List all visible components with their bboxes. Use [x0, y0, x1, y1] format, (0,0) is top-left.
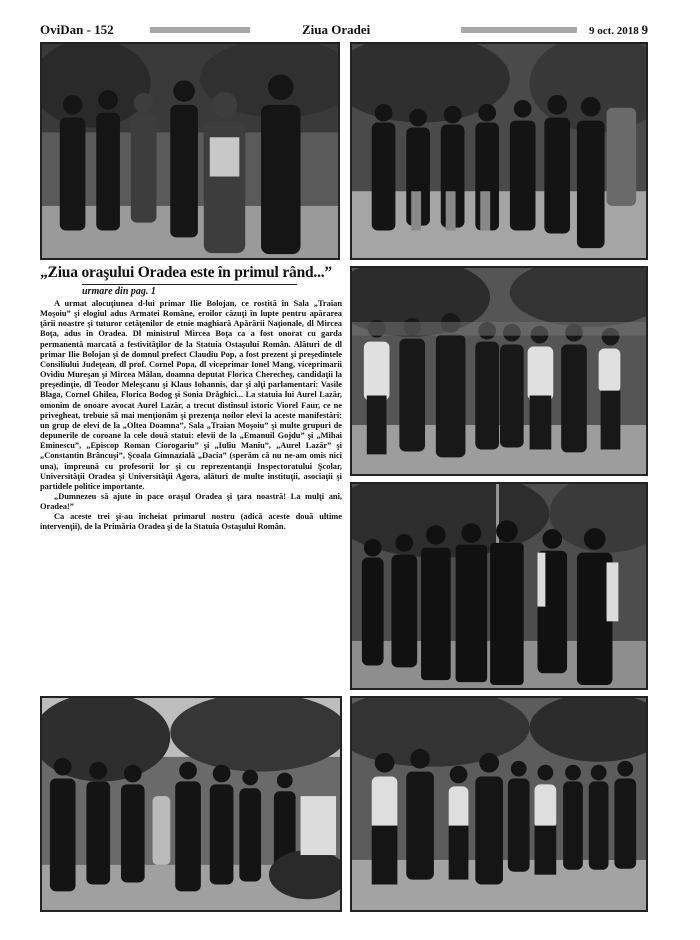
article	[40, 264, 342, 688]
photo-officials	[40, 42, 340, 260]
photo-wreath-ceremony	[40, 696, 342, 912]
page-number: 9	[641, 22, 648, 37]
page-header	[40, 22, 648, 40]
header-rule-left	[150, 27, 250, 33]
photo-students-teachers	[350, 266, 648, 476]
header-rule-right	[461, 27, 577, 33]
section-title: Ziua Oradei	[302, 22, 371, 37]
photo-students-uniform	[350, 42, 648, 260]
continuation-note: urmare din pag. 1	[82, 284, 297, 297]
article-quote: „Dumnezeu să ajute în pace oraşul Oradea şi ţara noastră! La mulţi ani, Oradea!”	[40, 491, 342, 512]
header-date-page	[589, 22, 648, 38]
photo-children-group	[350, 696, 648, 912]
article-title: „Ziua oraşului Oradea este în primul rând...”	[40, 264, 332, 281]
article-paragraph: A urmat alocuţiunea d-lui primar Ilie Bolojan, ce rostită în Sala „Traian Moşoiu” şi elogiul adus Armatei Române, eroilor căzuţi în lupte pentru apărarea ţării noastre şi tuturor cetăţenilor de etnie maghiară Apărării Naţionale, dl Mircea Boţa, adus în Oradea. Dl ministrul Mircea Boţa ca a fost onorat cu garda permanentă marcată a festivităţilor de la Statuia Ostaşului Român. Alături de dl primar Ilie Bolojan şi de domnul prefect Claudiu Pop, a fost prezent şi preşedintele Consiliului Judeţean, dl prof. Cornel Popa, dl viceprimar Ionel Mang, viceprimarii Ovidiu Mureşan şi Mircea Mălan, doamna deputat Florica Cherecheş, candidaţii la preşedinţie, dl Teodor Meleşcanu şi Klaus Iohannis, dar şi alţi parlamentari: Vasile Blaga, Cornel Ghilea, Florica Bodog şi Sonia Drăghici... La statuia lui Aurel Lazăr, omonim de onoare avocat Aurel Lazăr, a trecut distinsul istoric Viorel Faur, ce ne privegheat, trebuie să mai menţionăm şi prezenţa noilor elevi la aceste manifestări: un grup de elevi de la „Oltea Doamna”, Sala „Traian Moşoiu” şi multe grupuri de depunerile de coroane la cele două statui: elevii de la „Emanuil Gojdu” şi „Mihai Eminescu”, „Episcop Roman Ciorogariu” şi „Iuliu Maniu”, „Aurel Lazăr” şi „Constantin Brâncuşi”, Şcoala Gimnazială „Dacia” (sperăm că nu ne-am omis nici una), împreună cu profesorii lor şi cu reprezentanţii Inspectoratului Şcolar, Universităţii Oradea şi Universităţii Agora, alături de multe instituţii, asociaţii şi partidele politice importante.	[40, 299, 342, 491]
article-paragraph: Ca aceste trei şi-au încheiat primarul nostru (adică aceste două ultime intervenţii), de la Primăria Oradea şi de la Statuia Ostaşului Român.	[40, 512, 342, 532]
publication-name: OviDan - 152	[40, 22, 114, 37]
photo-clergy-students	[350, 482, 648, 690]
issue-date: 9 oct. 2018	[588, 25, 639, 37]
article-body	[40, 299, 342, 533]
